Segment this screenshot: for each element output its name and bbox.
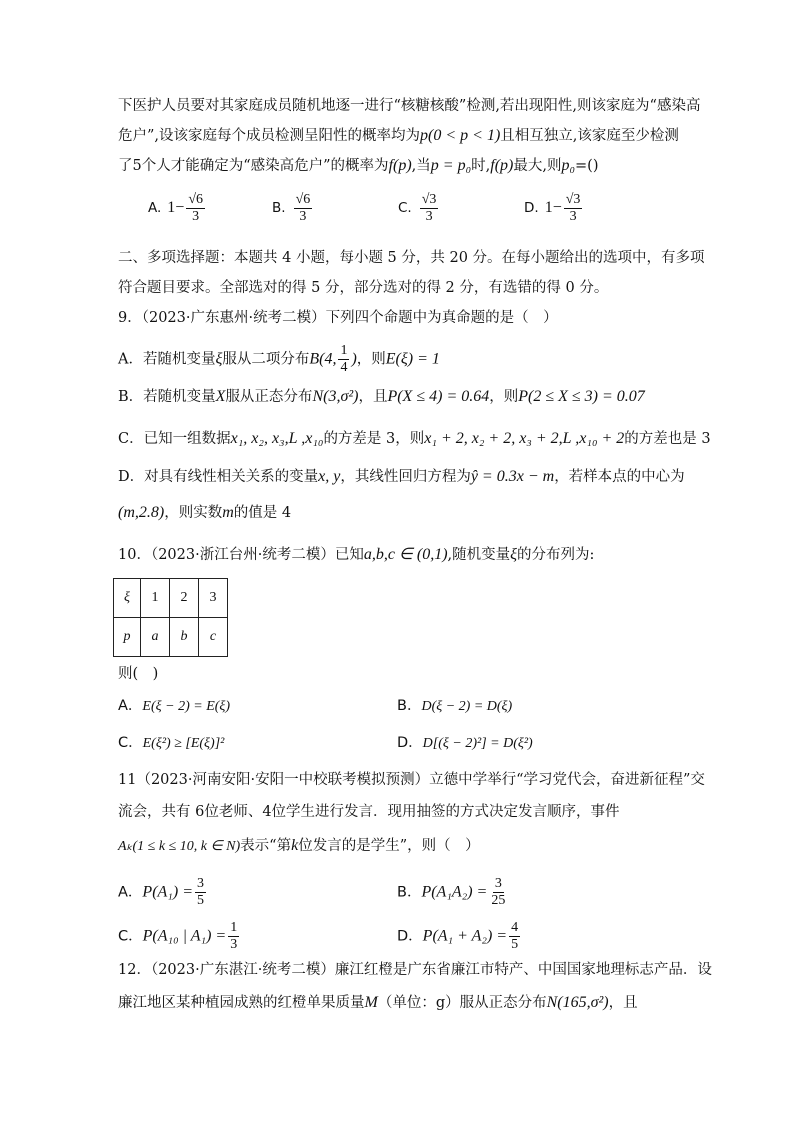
table-row	[114, 618, 228, 657]
q12-text-c: ，且	[608, 995, 638, 1011]
q12-m: M	[364, 994, 378, 1011]
q8-option-a	[148, 192, 207, 225]
option-fraction	[420, 192, 439, 225]
q11-text-a: 表示“第	[240, 838, 292, 854]
q9-d-text-c: ，若样本点的中心为	[554, 469, 685, 485]
q8-option-c	[398, 192, 440, 225]
q9-b-x: X	[215, 388, 226, 405]
fraction-denominator: 25	[491, 893, 506, 908]
q8-option-d	[524, 192, 584, 225]
fraction-denominator: 3	[425, 209, 433, 224]
q9-b-text-a: B．若随机变量	[118, 389, 216, 405]
q10-then: 则( )	[118, 666, 159, 682]
q9-b-normal: N(3,σ²)	[312, 388, 359, 405]
q9-a-text-a: A．若随机变量	[118, 351, 216, 368]
q10-text-a: 10．（2023·浙江台州·统考二模）已知	[118, 547, 364, 563]
table-cell: ξ	[114, 579, 141, 618]
q9-b-prob2: P(2 ≤ X ≤ 3) = 0.07	[518, 388, 645, 405]
q8-fp-2: f(p)	[490, 157, 514, 174]
q10-d-math: D[(ξ − 2)²] = D(ξ²)	[422, 736, 533, 751]
fraction-numerator: 1	[340, 343, 348, 358]
q11-line-2: 流会，共有 6位老师、4位学生进行发言．现用抽签的方式决定发言顺序，事件	[118, 804, 620, 820]
fraction-numerator: √6	[188, 192, 204, 207]
q9-b-text-d: ，则	[489, 389, 519, 405]
q10-text-c: 的分布列为:	[517, 547, 595, 563]
fraction-denominator: 3	[230, 937, 238, 952]
q11-text-b: 位发言的是学生”，则（ ）	[298, 838, 480, 854]
fraction-denominator: 3	[299, 209, 307, 224]
q11-a-fraction	[195, 876, 206, 909]
q8-p0: p₀	[561, 157, 576, 174]
option-prefix: 1−	[167, 199, 185, 216]
q11-line-1: 11（2023·河南安阳·安阳一中校联考模拟预测）立德中学举行“学习党代会，奋进新征程”交	[118, 772, 705, 788]
option-label: D．	[397, 735, 423, 751]
q8-line-3-text-d: 最大,则	[513, 158, 562, 174]
q11-c-math: P(A₁₀ | A₁) =	[142, 927, 227, 945]
q9-c-text-c: 的方差也是 3	[624, 431, 711, 447]
table-cell: a	[141, 618, 170, 657]
q10-option-d	[397, 733, 533, 754]
table-cell: b	[170, 618, 199, 657]
q8-line-3	[118, 156, 599, 176]
option-label: C．	[118, 928, 143, 945]
q10-stem	[118, 545, 594, 565]
q9-a-paren: )	[351, 350, 357, 368]
q9-d-text-a: D．对具有线性相关关系的变量	[118, 469, 319, 485]
fraction-denominator: 3	[569, 209, 577, 224]
q9-stem: 9．（2023·广东惠州·统考二模）下列四个命题中为真命题的是（ ）	[118, 310, 558, 326]
q11-d-math: P(A₁ + A₂) =	[422, 927, 508, 945]
q8-line-3-text-b: ,当	[411, 158, 431, 174]
q9-c-data: x₁, x₂, x₃,L ,x₁₀	[230, 430, 324, 447]
q9-d-text-b: ，其线性回归方程为	[340, 469, 471, 485]
table-cell: 1	[141, 579, 170, 618]
q11-event-def: Aₖ(1 ≤ k ≤ 10, k ∈ N)	[118, 839, 241, 854]
q8-option-b	[272, 192, 314, 225]
q8-line-2	[118, 126, 679, 146]
q10-c-math: E(ξ²) ≥ [E(ξ)]²	[142, 736, 225, 751]
option-fraction	[186, 192, 205, 225]
q9-a-expectation: E(ξ) = 1	[385, 350, 440, 368]
option-label: A．	[118, 884, 143, 901]
section-2-header-line-2: 符合题目要求。全部选对的得 5 分，部分选对的得 2 分，有选错的得 0 分。	[118, 280, 609, 296]
q10-abc: a,b,c ∈ (0,1)	[363, 546, 448, 563]
option-label: D．	[397, 928, 423, 945]
q8-line-2-text-a: 危户”,设该家庭每个成员检测呈阳性的概率均为	[118, 128, 421, 144]
q9-a-text-b: 服从二项分布	[222, 351, 310, 368]
q11-option-b	[397, 876, 509, 909]
option-label: B．	[397, 884, 422, 901]
q9-d-text-e: 的值是 4	[233, 505, 292, 521]
fraction-denominator: 3	[192, 209, 200, 224]
q9-d-center: (m,2.8)	[118, 504, 165, 521]
q9-c-shifted-data: x₁ + 2, x₂ + 2, x₃ + 2,L ,x₁₀ + 2	[424, 430, 625, 447]
q11-a-math: P(A₁) =	[142, 883, 193, 901]
q9-b-text-b: 服从正态分布	[225, 389, 313, 405]
q9-d-m: m	[222, 504, 234, 521]
q9-option-a	[118, 343, 440, 376]
q10-a-math: E(ξ − 2) = E(ξ)	[142, 699, 231, 714]
q12-text-b: （单位：g）服从正态分布	[377, 995, 547, 1011]
q10-text-b: ,随机变量	[447, 547, 511, 563]
q9-a-text-c: ，则	[356, 351, 386, 368]
q11-b-math: P(A₁A₂) =	[421, 883, 488, 901]
q9-option-b	[118, 387, 645, 407]
q8-line-3-text-a: 了5个人才能确定为“感染高危户”的概率为	[118, 158, 389, 174]
q10-b-math: D(ξ − 2) = D(ξ)	[421, 699, 513, 714]
option-fraction	[294, 192, 313, 225]
table-cell: 3	[199, 579, 228, 618]
fraction-denominator: 4	[340, 360, 348, 375]
option-fraction	[564, 192, 583, 225]
fraction-numerator: √6	[295, 192, 311, 207]
q11-c-fraction	[228, 920, 239, 953]
table-row	[114, 579, 228, 618]
q11-option-d	[397, 920, 522, 953]
q9-a-fraction	[338, 343, 349, 376]
option-label: B.	[272, 200, 286, 216]
q11-b-fraction	[489, 876, 507, 909]
fraction-numerator: 4	[511, 920, 519, 935]
fraction-numerator: √3	[421, 192, 437, 207]
q9-option-d-cont	[118, 503, 291, 523]
q12-line-2	[118, 993, 638, 1013]
option-label: C．	[118, 735, 143, 751]
q12-normal: N(165,σ²)	[546, 994, 609, 1011]
q9-b-text-c: ，且	[358, 389, 388, 405]
q10-option-c	[118, 733, 224, 754]
fraction-numerator: 3	[196, 876, 204, 891]
q10-distribution-table	[113, 578, 228, 657]
q12-line-1: 12．（2023·广东湛江·统考二模）廉江红橙是广东省廉江市特产、中国国家地理标志产品．设	[118, 962, 712, 978]
q9-c-text-a: C．已知一组数据	[118, 431, 231, 447]
option-label: A．	[118, 698, 143, 714]
table-cell: p	[114, 618, 141, 657]
fraction-denominator: 5	[196, 893, 204, 908]
q8-line-3-text-c: 时,	[471, 158, 491, 174]
q11-line-3	[118, 836, 480, 857]
q12-text-a: 廉江地区某种植园成熟的红橙单果质量	[118, 995, 365, 1011]
fraction-denominator: 5	[511, 937, 519, 952]
option-label: D.	[524, 200, 539, 216]
q11-option-c	[118, 920, 241, 953]
q11-option-a	[118, 876, 208, 909]
q9-d-text-d: ，则实数	[164, 505, 223, 521]
q9-c-text-b: 的方差是 3，则	[323, 431, 425, 447]
q9-option-c	[118, 429, 711, 449]
q10-xi: ξ	[510, 546, 517, 563]
q9-a-binomial: B(4,	[309, 350, 337, 368]
q8-line-2-text-b: 且相互独立,该家庭至少检测	[500, 128, 679, 144]
table-cell: 2	[170, 579, 199, 618]
option-label: A.	[148, 200, 162, 216]
fraction-numerator: 3	[494, 876, 502, 891]
q11-d-fraction	[509, 920, 520, 953]
section-2-header-line-1: 二、多项选择题：本题共 4 小题，每小题 5 分，共 20 分。在每小题给出的选项中，有多项	[118, 250, 705, 266]
q8-line-1: 下医护人员要对其家庭成员随机地逐一进行“核糖核酸”检测,若出现阳性,则该家庭为“感染高	[118, 98, 701, 114]
q9-d-regression: ŷ = 0.3x − m	[470, 468, 555, 485]
q10-option-a	[118, 696, 230, 717]
q9-a-xi: ξ	[215, 350, 223, 368]
q9-option-d	[118, 467, 685, 487]
q9-b-prob1: P(X ≤ 4) = 0.64	[387, 388, 490, 405]
option-prefix: 1−	[544, 199, 562, 216]
q8-fp: f(p)	[388, 157, 412, 174]
q8-p-range: p(0 < p < 1)	[420, 127, 501, 144]
option-label: B．	[397, 698, 422, 714]
q11-k: k	[291, 837, 299, 854]
q8-line-3-text-e: =()	[575, 158, 599, 174]
q10-option-b	[397, 696, 512, 717]
fraction-numerator: √3	[565, 192, 581, 207]
option-label: C.	[398, 200, 412, 216]
q8-p-eq-p0: p = p₀	[430, 157, 472, 174]
fraction-numerator: 1	[230, 920, 238, 935]
q9-d-vars: x, y	[318, 468, 341, 485]
table-cell: c	[199, 618, 228, 657]
